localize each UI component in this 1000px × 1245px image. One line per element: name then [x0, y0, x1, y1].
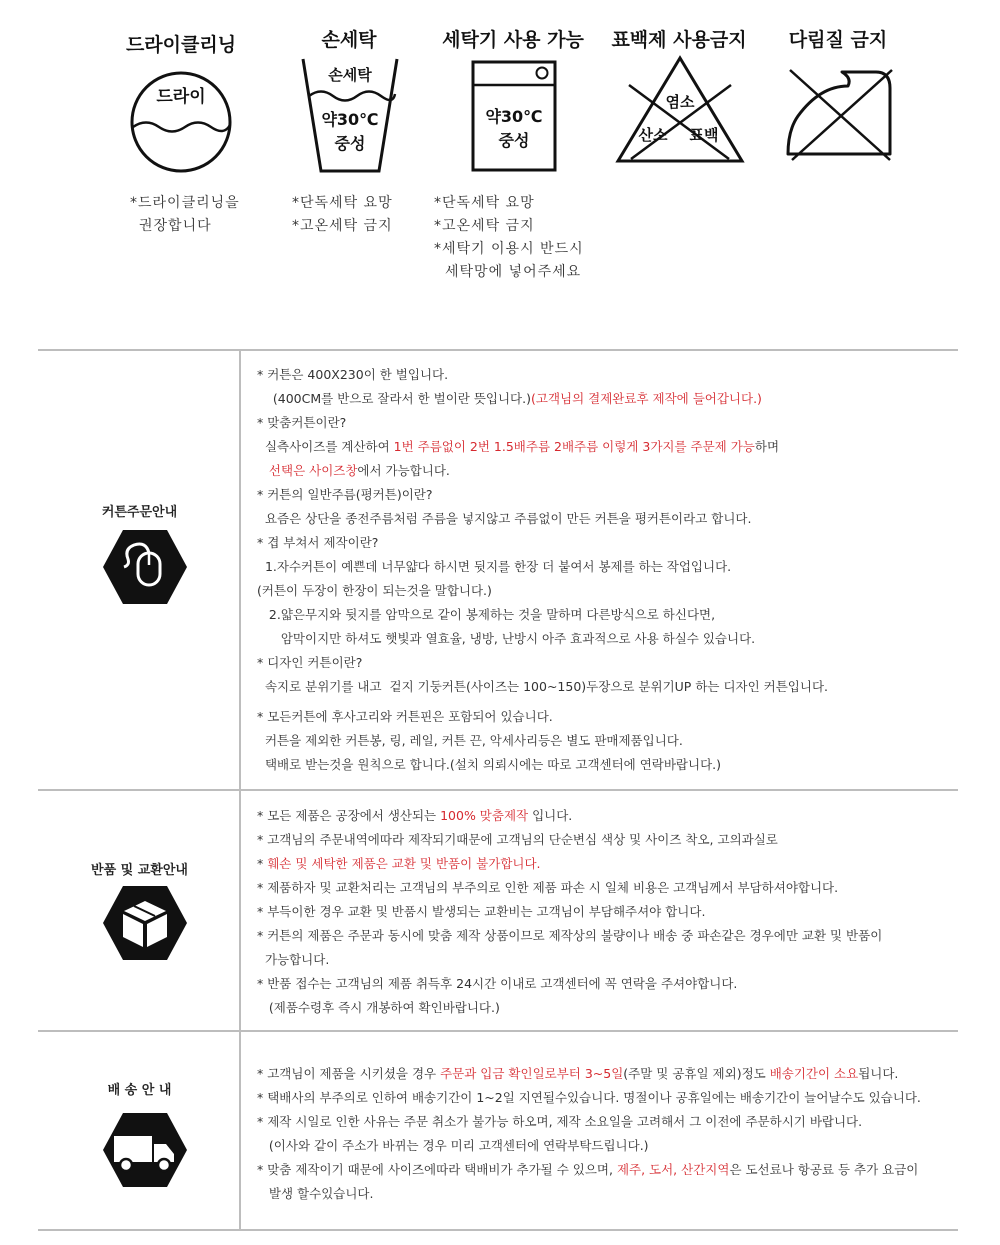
machine-wash-note-2: *고온세탁 금지: [434, 218, 535, 234]
delivery-line: [257, 1158, 958, 1182]
text-segment: 입니다.: [528, 808, 573, 823]
order-line: [257, 555, 958, 579]
order-section-body: [241, 351, 958, 789]
washing-machine-icon: [471, 60, 557, 172]
text-segment: * 디자인 커튼이란?: [257, 655, 363, 670]
return-line: [257, 876, 958, 900]
hand-wash-symbol-bottom: 중성: [334, 134, 366, 153]
order-line: [257, 387, 958, 411]
machine-wash-notes: [434, 192, 584, 284]
text-segment: *: [257, 856, 268, 871]
text-segment: (주말 및 공휴일 제외)정도: [623, 1066, 770, 1081]
return-line: [257, 852, 958, 876]
care-symbols: [0, 0, 1000, 300]
return-section-head: [38, 791, 241, 1030]
return-line: [257, 996, 958, 1020]
text-segment: * 택배사의 부주의로 인하여 배송기간이 1~2일 지연될수있습니다. 명절이나 공휴일에는 배송기간이 늘어날수도 있습니다.: [257, 1090, 921, 1105]
order-line: [257, 507, 958, 531]
delivery-line: [257, 1062, 958, 1086]
no-bleach-title: 표백제 사용금지: [611, 29, 747, 51]
highlight-text: 제주, 도서, 산간지역: [616, 1162, 730, 1177]
hand-wash-symbol-mid: 약30℃: [321, 110, 379, 129]
text-segment: 실측사이즈를 계산하여: [257, 439, 394, 454]
hand-wash-title: 손세탁: [321, 29, 377, 51]
return-line: [257, 900, 958, 924]
order-line: [257, 483, 958, 507]
hand-wash-symbol-top: 손세탁: [328, 66, 372, 84]
hand-wash-note-1: *단독세탁 요망: [292, 195, 393, 211]
text-segment: * 모든 제품은 공장에서 생산되는: [257, 808, 441, 823]
delivery-section: [38, 1032, 958, 1231]
text-segment: 하며: [754, 439, 780, 454]
text-segment: * 커튼의 일반주름(평커튼)이란?: [257, 487, 433, 502]
text-segment: (이사와 같이 주소가 바뀌는 경우 미리 고객센터에 연락부탁드립니다.): [257, 1138, 649, 1153]
machine-wash-note-4: 세탁망에 넣어주세요: [445, 264, 582, 280]
text-segment: 1.자수커튼이 예쁜데 너무얇다 하시면 뒷지를 한장 더 붙여서 봉제를 하는 작업입니다.: [257, 559, 732, 574]
highlight-text: 훼손 및 세탁한 제품은 교환 및 반품이 불가합니다.: [267, 856, 541, 871]
delivery-section-body: [241, 1032, 958, 1229]
return-line: [257, 924, 958, 948]
highlight-text: 주문과 입금 확인일로부터 3~5일: [440, 1066, 624, 1081]
text-segment: * 겹 부쳐서 제작이란?: [257, 535, 379, 550]
highlight-text: 배송기간이 소요: [769, 1066, 859, 1081]
info-table: [38, 349, 958, 1231]
delivery-section-head: [38, 1032, 241, 1229]
return-line: [257, 972, 958, 996]
text-segment: 암막이지만 하셔도 햇빛과 열효율, 냉방, 난방시 아주 효과적으로 사용 하실수 있습니다.: [257, 631, 756, 646]
order-line: [257, 459, 958, 483]
text-segment: [257, 463, 269, 478]
machine-wash-symbol-bottom: 중성: [498, 131, 530, 150]
order-line: [257, 651, 958, 675]
return-section-body: [241, 791, 958, 1030]
text-segment: * 부득이한 경우 교환 및 반품시 발생되는 교환비는 고객님이 부담해주셔야 합니다.: [257, 904, 706, 919]
text-segment: * 제품하자 및 교환처리는 고객님의 부주의로 인한 제품 파손 시 일체 비용은 고객님께서 부담하셔야합니다.: [257, 880, 839, 895]
text-segment: * 커튼의 제품은 주문과 동시에 맞춤 제작 상품이므로 제작상의 불량이나 배송 중 파손같은 경우에만 교환 및 반품이: [257, 928, 883, 943]
dry-clean-note-1: *드라이클리닝을: [130, 195, 240, 211]
return-section-title: 반품 및 교환안내: [91, 863, 188, 878]
highlight-text: 100% 맞춤제작: [440, 808, 529, 823]
text-segment: 발생 할수있습니다.: [257, 1186, 374, 1201]
text-segment: * 고객님이 제품을 시키셨을 경우: [257, 1066, 441, 1081]
highlight-text: (고객님의 결제완료후 제작에 들어갑니다.): [531, 391, 762, 406]
return-line: [257, 828, 958, 852]
text-segment: * 고객님의 주문내역에따라 제작되기때문에 고객님의 단순변심 색상 및 사이즈 착오, 고의과실로: [257, 832, 778, 847]
order-line: [257, 729, 958, 753]
order-line: [257, 411, 958, 435]
text-segment: (400CM를 반으로 잘라서 한 벌이란 뜻입니다.): [257, 391, 531, 406]
no-bleach-icon: [615, 55, 745, 165]
delivery-line: [257, 1182, 958, 1206]
text-segment: 에서 가능합니다.: [357, 463, 450, 478]
no-iron-icon: [784, 66, 896, 164]
text-segment: * 반품 접수는 고객님의 제품 취득후 24시간 이내로 고객센터에 꼭 연락을 주셔야합니다.: [257, 976, 738, 991]
no-bleach-bleach-label: 표백: [689, 126, 719, 144]
order-section: [38, 351, 958, 791]
text-segment: 택배로 받는것을 원칙으로 합니다.(설치 의뢰시에는 따로 고객센터에 연락바랍니다.): [257, 757, 722, 772]
truck-icon: [102, 1112, 188, 1188]
highlight-text: 선택은 사이즈창: [268, 463, 358, 478]
order-line: [257, 705, 958, 729]
machine-wash-title: 세탁기 사용 가능: [442, 29, 584, 51]
hand-wash-note-2: *고온세탁 금지: [292, 218, 393, 234]
box-icon: [102, 885, 188, 961]
hand-wash-icon: [300, 56, 400, 174]
text-segment: (제품수령후 즉시 개봉하여 확인바랍니다.): [257, 1000, 500, 1015]
order-section-head: [38, 351, 241, 789]
text-segment: 2.얇은무지와 뒷지를 암막으로 같이 봉제하는 것을 말하며 다른방식으로 하신다면,: [257, 607, 716, 622]
return-section: [38, 791, 958, 1032]
text-segment: 가능합니다.: [257, 952, 330, 967]
text-segment: 속지로 분위기를 내고 겉지 기둥커튼(사이즈는 100~150)두장으로 분위기UP 하는 디자인 커튼입니다.: [257, 679, 828, 694]
delivery-line: [257, 1134, 958, 1158]
hand-wash-notes: [292, 192, 393, 238]
text-segment: * 맞춤커튼이란?: [257, 415, 347, 430]
highlight-text: 1번 주름없이 2번 1.5배주름 2배주름 이렇게 3가지를 주문제 가능: [393, 439, 755, 454]
no-iron-title: 다림질 금지: [788, 29, 888, 51]
no-bleach-oxygen-label: 산소: [638, 126, 668, 144]
dry-clean-notes: [130, 192, 240, 238]
text-segment: * 맞춤 제작이기 때문에 사이즈에따라 택배비가 추가될 수 있으며,: [257, 1162, 617, 1177]
delivery-line: [257, 1086, 958, 1110]
delivery-line: [257, 1110, 958, 1134]
text-segment: 요즘은 상단을 종전주름처럼 주름을 넣지않고 주름없이 만든 커튼을 평커튼이라고 합니다.: [257, 511, 752, 526]
text-segment: 커튼을 제외한 커튼봉, 링, 레일, 커튼 끈, 악세사리등은 별도 판매제품입니다.: [257, 733, 683, 748]
text-segment: * 커튼은 400X230이 한 벌입니다.: [257, 367, 449, 382]
order-section-title: 커튼주문안내: [101, 505, 178, 520]
dry-clean-note-2: 권장합니다: [139, 218, 212, 234]
order-line: [257, 627, 958, 651]
text-segment: * 제작 시일로 인한 사유는 주문 취소가 불가능 하오며, 제작 소요일을 고려해서 그 이전에 주문하시기 바랍니다.: [257, 1114, 863, 1129]
return-line: [257, 804, 958, 828]
order-line: [257, 579, 958, 603]
return-line: [257, 948, 958, 972]
dry-clean-icon: [129, 70, 233, 174]
delivery-section-title: 배 송 안 내: [107, 1083, 172, 1098]
order-line: [257, 435, 958, 459]
mouse-icon: [102, 529, 188, 605]
dry-clean-title: 드라이클리닝: [125, 34, 237, 56]
text-segment: 됩니다.: [858, 1066, 899, 1081]
order-line: [257, 603, 958, 627]
machine-wash-note-3: *세탁기 이용시 반드시: [434, 241, 584, 257]
order-line: [257, 753, 958, 777]
dry-clean-symbol-label: 드라이: [156, 87, 206, 107]
text-segment: (커튼이 두장이 한장이 되는것을 말합니다.): [257, 583, 492, 598]
text-segment: * 모든커튼에 후사고리와 커튼핀은 포함되어 있습니다.: [257, 709, 553, 724]
no-bleach-chlorine-label: 염소: [665, 93, 695, 111]
text-segment: 은 도선료나 항공료 등 추가 요금이: [729, 1162, 919, 1177]
machine-wash-note-1: *단독세탁 요망: [434, 195, 535, 211]
order-line: [257, 675, 958, 699]
order-line: [257, 531, 958, 555]
order-line: [257, 363, 958, 387]
machine-wash-symbol-mid: 약30℃: [485, 107, 543, 126]
